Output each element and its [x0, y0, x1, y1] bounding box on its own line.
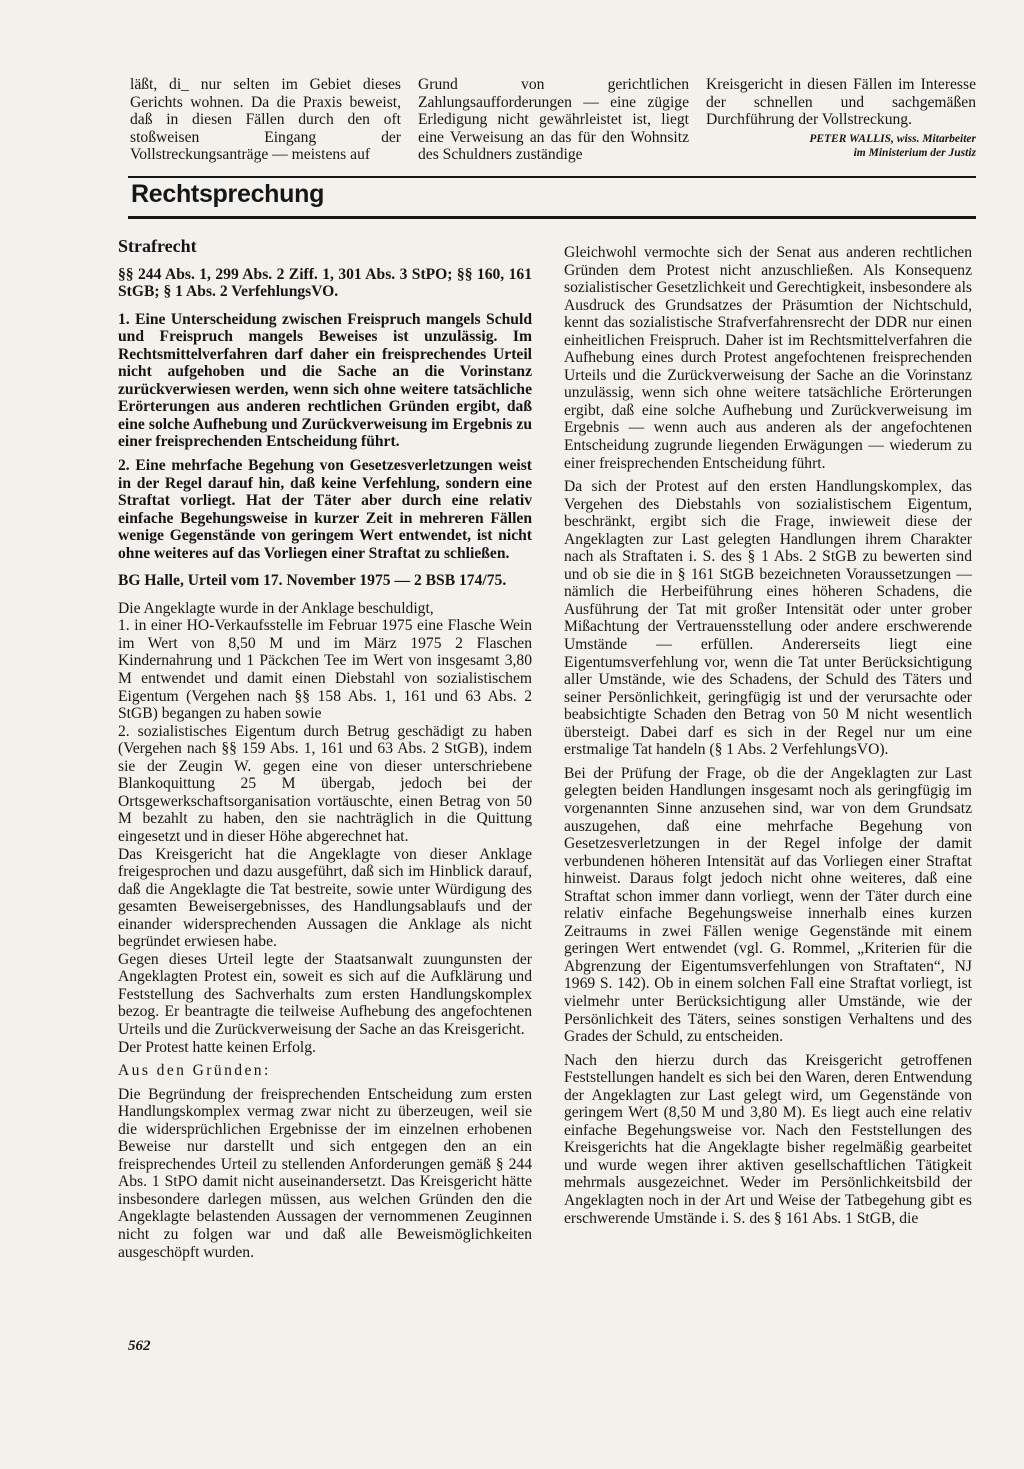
- legal-citation: §§ 244 Abs. 1, 299 Abs. 2 Ziff. 1, 301 Abs. 3 StPO; §§ 160, 161 StGB; § 1 Abs. 2 VerfehlungsVO.: [118, 265, 532, 301]
- paragraph: Das Kreisgericht hat die Angeklagte von dieser Anklage freigesprochen und dazu ausgeführt, daß sich im Hinblick darauf, daß die Angeklagte die Tat bestreite, sowie unter Würdigung des gesamten Beweisergebnisses, des Handlungsablaufs und der einander widersprechenden Aussagen die Anklage als nicht begründet erwiesen habe.: [118, 845, 532, 951]
- section-rule-top: [128, 176, 976, 178]
- leitsatz-2: 2. Eine mehrfache Begehung von Gesetzesverletzungen weist in der Regel darauf hin, daß keine Verfehlung, sondern eine Straftat vorliegt. Hat der Täter aber durch eine relativ einfache Begehungsweise in kurzer Zeit in mehreren Fällen wenige Gegenstände von geringem Wert entwendet, ist nicht ohne weiteres auf das Vorliegen einer Straftat zu schließen.: [118, 457, 532, 562]
- author-signature: [706, 132, 976, 160]
- left-column: [118, 238, 532, 1267]
- top-column-3: [706, 76, 976, 160]
- leitsatz-1: 1. Eine Unterscheidung zwischen Freispruch mangels Schuld und Freispruch mangels Beweises ist unzulässig. Im Rechtsmittelverfahren darf daher ein freisprechendes Urteil nicht aufgehoben und die Sache an die Vorinstanz zurückverwiesen werden, wenn sich ohne weitere tatsächliche Erörterungen aus anderen rechtlichen Gründen ergibt, daß eine solche Aufhebung und Zurückverweisung im Ergebnis zu einer freisprechenden Entscheidung führt.: [118, 310, 532, 451]
- section-title: Rechtsprechung: [131, 180, 325, 208]
- right-column: [564, 244, 972, 1233]
- paragraph: Bei der Prüfung der Frage, ob die der Angeklagten zur Last gelegten beiden Handlungen insgesamt noch als geringfügig im vorgenannten Sinne anzusehen sind, war von dem Grundsatz auszugehen, daß eine mehrfache Begehung von Gesetzesverletzungen in der Regel infolge der damit verbundenen höheren Intensität auf das Vorliegen einer Straftat hinweist. Daraus folgt jedoch nicht ohne weiteres, daß eine Straftat schon immer dann vorliegt, wenn der Täter durch eine relativ einfache Begehungsweise innerhalb eines kurzen Zeitraums in zwei Fällen wenige Gegenstände mit einem geringen Wert entwendet (vgl. G. Rommel, „Kriterien für die Abgrenzung der Eigentumsverfehlungen von Straftaten“, NJ 1969 S. 142). Ob in einem solchen Fall eine Straftat vorliegt, ist vielmehr unter Berücksichtigung aller Umstände, wie der Persönlichkeit des Täters, seines sonstigen Verhaltens und des Grades der Schuld, zu entscheiden.: [564, 764, 972, 1046]
- paragraph: Gleichwohl vermochte sich der Senat aus anderen rechtlichen Gründen dem Protest nicht anzuschließen. Als Konsequenz sozialistischer Gesetzlichkeit und Gerechtigkeit, insbesondere als Ausdruck des Grundsatzes der Präsumtion der Nichtschuld, kennt das sozialistische Strafverfahrensrecht der DDR nur einen einheitlichen Freispruch. Daher ist im Rechtsmittelverfahren die Aufhebung eines durch Protest angefochtenen freisprechenden Urteils und die Zurückverweisung der Sache an die Vorinstanz unzulässig, wenn sich ohne weitere tatsächliche Erörterungen ergibt, daß eine solche Aufhebung und Zurückverweisung im Ergebnis — wenn auch aus anderen als der angefochtenen Entscheidung zugrunde liegenden Erwägungen — wiederum zu einer freisprechenden Entscheidung führt.: [564, 244, 972, 472]
- paragraph: Nach den hierzu durch das Kreisgericht getroffenen Feststellungen handelt es sich bei den Waren, deren Entwendung der Angeklagten zur Last gelegt wird, um Gegenstände von geringem Wert (8,50 M und 3,80 M). Es liegt auch eine relativ einfache Begehungsweise vor. Nach den Feststellungen des Kreisgerichts hat die Angeklagte bisher regelmäßig gearbeitet und wurde wegen ihrer aktiven gesellschaftlichen Tätigkeit mehrmals ausgezeichnet. Weder im Persönlichkeitsbild der Angeklagten noch in der Art und Weise der Tatbegehung gibt es erschwerende Umstände i. S. des § 161 Abs. 1 StGB, die: [564, 1051, 972, 1227]
- signature-line-2: im Ministerium der Justiz: [853, 146, 976, 159]
- page-number: 562: [128, 1338, 151, 1354]
- court-decision: BG Halle, Urteil vom 17. November 1975 — 2 BSB 174/75.: [118, 572, 507, 590]
- paragraph: Die Angeklagte wurde in der Anklage beschuldigt,: [118, 599, 434, 617]
- top-column-1: [130, 76, 401, 164]
- subheading-strafrecht: Strafrecht: [118, 236, 197, 256]
- gruende-heading: Aus den Gründen:: [118, 1062, 271, 1080]
- paragraph: Der Protest hatte keinen Erfolg.: [118, 1038, 316, 1056]
- paragraph: 1. in einer HO-Verkaufsstelle im Februar 1975 eine Flasche Wein im Wert von 8,50 M und im März 1975 2 Flaschen Kindernahrung und 1 Päckchen Tee im Wert von insgesamt 3,80 M entwendet und damit einen Diebstahl von sozialistischem Eigentum (Vergehen nach §§ 158 Abs. 1, 161 und 63 Abs. 2 StGB) begangen zu haben sowie: [118, 617, 532, 723]
- section-rule-bottom: [128, 216, 976, 219]
- paragraph: Da sich der Protest auf den ersten Handlungskomplex, das Vergehen des Diebstahls von sozialistischem Eigentum, beschränkt, ergibt sich die Frage, inwieweit diese der Angeklagten zur Last gelegten Handlungen ihrem Charakter nach als Straftaten i. S. des § 1 Abs. 2 StGB zu bewerten sind und ob sie die in § 161 StGB bezeichneten Voraussetzungen — nämlich die Herbeiführung eines höheren Schadens, die Ausführung der Tat mit großer Intensität oder unter grober Mißachtung der Vertrauensstellung oder andere erschwerende Umstände — erfüllen. Andererseits liegt eine Eigentumsverfehlung vor, wenn die Tat unter Berücksichtigung aller Umstände, wie des Schadens, der Schuld des Täters und seiner Persönlichkeit, geringfügig ist und der verursachte oder beabsichtigte Schaden den Betrag von 50 M nicht wesentlich übersteigt. Dabei darf es sich in der Regel nur um eine erstmalige Tat handeln (§ 1 Abs. 2 VerfehlungsVO).: [564, 478, 972, 759]
- paragraph: Die Begründung der freisprechenden Entscheidung zum ersten Handlungskomplex vermag zwar nicht zu überzeugen, weil sie die widersprüchlichen Ergebnisse der im einzelnen erhobenen Beweise nur darstellt und sich entgegen den an ein freisprechendes Urteil zu stellenden Anforderungen gemäß § 244 Abs. 1 StPO damit nicht auseinandersetzt. Das Kreisgericht hätte insbesondere darlegen müssen, aus welchen Gründen den die Angeklagte belastenden Aussagen der vernommenen Zeuginnen nicht zu folgen war und daß alle Beweismöglichkeiten ausgeschöpft wurden.: [118, 1085, 532, 1261]
- signature-line-1: PETER WALLIS, wiss. Mitarbeiter: [809, 132, 976, 145]
- top-text-3: Kreisgericht in diesen Fällen im Interesse der schnellen und sachgemäßen Durchführung der Vollstreckung.: [706, 76, 976, 129]
- top-text-2: Grund von gerichtlichen Zahlungsaufforderungen — eine zügige Erledigung nicht gewährleistet ist, liegt eine Verweisung an das für den Wohnsitz des Schuldners zuständige: [418, 76, 689, 164]
- paragraph: 2. sozialistisches Eigentum durch Betrug geschädigt zu haben (Vergehen nach §§ 159 Abs. 1, 161 und 63 Abs. 2 StGB), indem sie der Zeugin W. gegen eine von dieser unterschriebene Blankoquittung 25 M übergab, jedoch bei der Ortsgewerkschaftsorganisation vortäuschte, einen Betrag von 50 M bezahlt zu haben, den sie nachträglich in die Quittung eingesetzt und in dieser Höhe abgerechnet hat.: [118, 722, 532, 845]
- top-column-2: [418, 76, 689, 164]
- paragraph: Gegen dieses Urteil legte der Staatsanwalt zuungunsten der Angeklagten Protest ein, soweit es sich auf die Aufklärung und Feststellung des Sachverhalts zum ersten Handlungskomplex bezog. Er beantragte die teilweise Aufhebung des angefochtenen Urteils und die Zurückverweisung der Sache an das Kreisgericht.: [118, 950, 532, 1038]
- top-text-1: läßt, di_ nur selten im Gebiet dieses Gerichts wohnen. Da die Praxis beweist, daß in diesen Fällen durch den oft stoßweisen Eingang der Vollstreckungsanträge — meistens auf: [130, 76, 401, 164]
